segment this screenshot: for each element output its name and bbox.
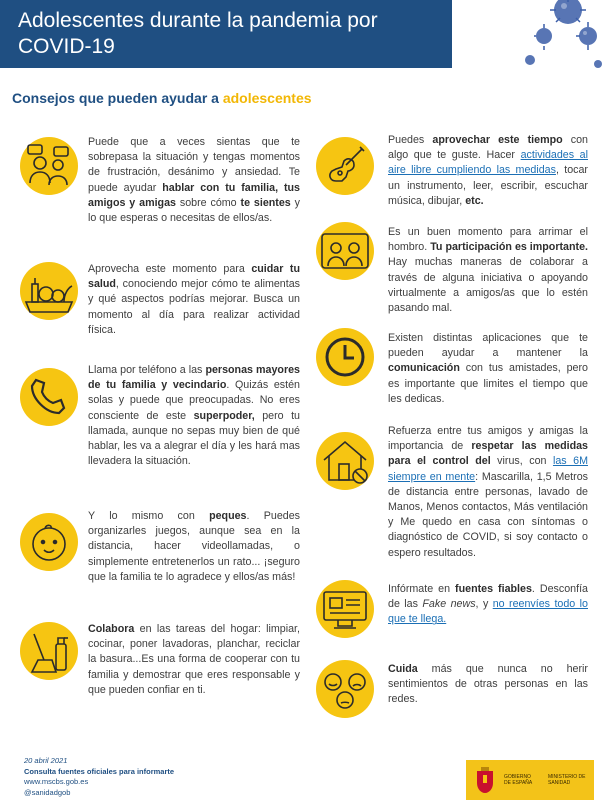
text-italic: Fake news (422, 598, 476, 611)
text-bold: te sientes (240, 196, 291, 209)
text-run: . Puedes organizarles juegos, aunque sea en la distancia, hacer videollamadas, o simplemente entretenerlos un rato... ¡seguro que la familia te lo agradece y ellos/as más! (88, 510, 300, 583)
text-run: Aprovecha este momento para (88, 263, 252, 275)
text-bold: cuidar tu salud (88, 263, 300, 291)
text-run: Infórmate en (388, 583, 456, 595)
phone-icon (20, 368, 78, 426)
text-run: . Desconfía de las (388, 583, 588, 611)
footer-info (24, 756, 174, 798)
text-run: y lo que esperas o necesitas de ellos/as. (88, 196, 300, 225)
tip-text-elders (88, 363, 300, 469)
text-run: Existen distintas aplicaciones que te pueden ayudar a mantener la (388, 332, 588, 360)
text-run: Y lo mismo con (88, 510, 210, 522)
text-bold: personas mayores de tu familia y vecindario (88, 364, 300, 392)
tip-text-health (88, 262, 300, 338)
guitar-icon (316, 137, 374, 195)
subtitle-text: Consejos que pueden ayudar a (12, 90, 223, 106)
page-title: Adolescentes durante la pandemia por COVID-19 (18, 9, 378, 58)
text-run: más que nunca no herir sentimientos de otras personas en las redes. (388, 663, 588, 706)
text-link[interactable]: las 6M siempre en mente (388, 455, 588, 483)
friends-group-icon (316, 222, 374, 280)
footer-consult: Consulta fuentes oficiales para informarte (24, 766, 175, 776)
text-bold: comunicación (388, 362, 460, 375)
text-run: en las tareas del hogar: limpiar, cocinar, poner lavadoras, planchar, reciclar la basura...Es una forma de cooperar con tu familia y demostrar que eres responsable y que pueden confiar en ti. (88, 623, 300, 696)
text-run: sobre cómo (175, 196, 241, 209)
text-bold: aprovechar este tiempo (432, 134, 563, 146)
tip-text-sources (388, 582, 588, 628)
text-run: con tus amistades, pero es importante que limites el tiempo que les dedicas. (388, 362, 588, 405)
text-bold: hablar con tu familia, tus amigos y amigas (88, 181, 300, 209)
house-virus-icon (316, 432, 374, 490)
text-link[interactable]: no reenvíes todo lo que te llega. (388, 598, 588, 626)
ministry-label: MINISTERIO DE SANIDAD (548, 774, 586, 786)
cleaning-tools-icon (20, 622, 78, 680)
text-link[interactable]: actividades al aire libre cumpliendo las medidas (388, 149, 589, 177)
text-bold: Colabora (88, 623, 135, 635)
footer-site[interactable]: www.mscbs.gob.es (24, 777, 89, 786)
text-run: , y (475, 598, 493, 611)
header-banner (0, 0, 604, 68)
text-bold: fuentes fiables (455, 583, 532, 595)
computer-news-icon (316, 580, 374, 638)
text-run: Puedes (388, 134, 433, 146)
text-run: virus, con (490, 455, 553, 468)
text-bold: superpoder, (193, 409, 255, 422)
healthy-food-icon (20, 262, 78, 320)
text-bold: Cuida (388, 663, 418, 675)
footer-handle[interactable]: @sanidadgob (24, 787, 71, 797)
text-run: pero tu llamada, aunque no sepas muy bien de qué hablar, les va a alegrar el día y les hará mas llevadera la situación. (88, 409, 301, 468)
tip-text-hobbies (388, 133, 588, 209)
tip-text-chores (88, 622, 300, 698)
gov-label: GOBIERNO DE ESPAÑA (504, 774, 533, 786)
text-run: : Mascarilla, 1,5 Metros de distancia entre personas, lavado de Manos, Menos contactos, Más ventilación y Me quedo en casa con síntomas o diagnóstico de COVID, si soy contacto o espero resultados. (388, 470, 588, 559)
tip-text-kindness (388, 662, 588, 708)
section-subtitle (12, 90, 312, 106)
text-run: Es un buen momento para arrimar el hombro. (388, 226, 588, 254)
text-bold: peques (209, 510, 247, 522)
text-run: Refuerza entre tus amigos y amigas la importancia de (388, 425, 588, 453)
people-talking-icon (20, 137, 78, 195)
text-bold: etc. (465, 194, 484, 207)
text-bold: respetar las medidas para el control del (388, 440, 588, 468)
coat-of-arms-icon (474, 765, 496, 795)
clock-icon (316, 328, 374, 386)
text-run: Puede que a veces sientas que te sobrepasa la situación y tengas momentos de frustración, desánimo y ansiedad. Te puede ayudar (88, 136, 300, 194)
text-run: . Quizás estén solas y puede que preocupadas. No eres consciente de este (88, 379, 300, 422)
tip-text-talk (88, 135, 300, 226)
baby-face-icon (20, 513, 78, 571)
virus-decoration-icon (470, 0, 604, 80)
tip-text-participation (388, 225, 588, 316)
tip-text-kids (88, 509, 300, 585)
footer-date: 20 abril 2021 (24, 756, 68, 765)
text-run: , conociendo mejor cómo te alimentas y qué aspectos podrías mejorar. Busca un momento al día para realizar actividad física. (88, 278, 300, 336)
text-run: con algo que te guste. Hacer (388, 134, 589, 162)
text-run: Hay muchas maneras de colaborar a través de alguna iniciativa o apoyando virtualmente a amigos/as que lo estén pasando mal. (388, 256, 588, 315)
emotion-faces-icon (316, 660, 374, 718)
government-logo (466, 760, 594, 800)
tip-text-apps (388, 331, 588, 407)
subtitle-highlight: adolescentes (222, 90, 312, 106)
text-bold: Tu participación es importante. (430, 241, 589, 254)
text-run: Llama por teléfono a las (88, 364, 206, 376)
tip-text-measures (388, 424, 588, 561)
text-run: , tocar un instrumento, leer, escribir, escuchar música, dibujar, (388, 164, 588, 207)
